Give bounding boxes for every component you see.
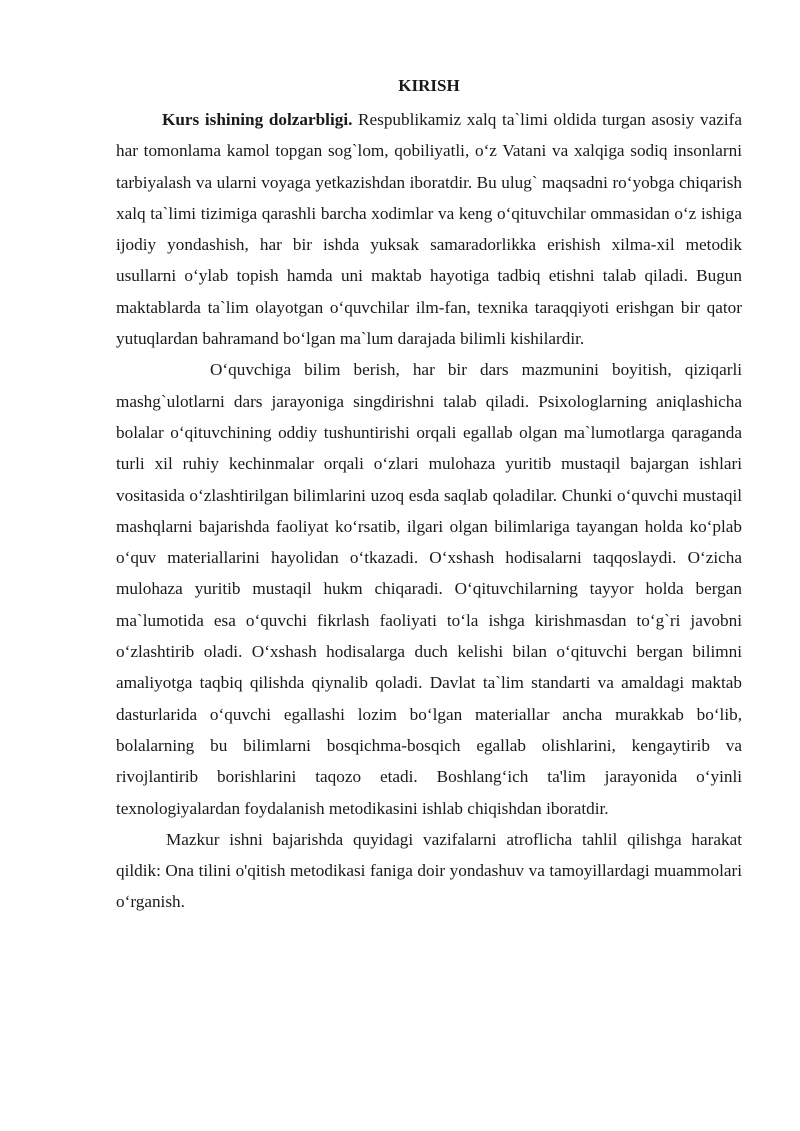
paragraph-lead-heading: Kurs ishining dolzarbligi. bbox=[162, 110, 353, 129]
page-title: KIRISH bbox=[398, 76, 460, 95]
paragraph-learning: O‘quvchiga bilim berish, har bir dars mazmunini boyitish, qiziqarli mashg`ulotlarni dars jarayoniga singdirishni talab qiladi. Psixologlarning aniqlashicha bolalar o‘qituvchining oddiy tushuntirishi orqali egallab olgan ma`lumotlarga qaraganda turli xil ruhiy kechinmalar orqali o‘zlari mulohaza yuritib mustaqil bajargan ishlari vositasida o‘zlashtirilgan bilimlarini uzoq esda saqlab qoladilar. Chunki o‘quvchi mustaqil mashqlarni bajarishda faoliyat ko‘rsatib, ilgari olgan bilimlariga tayangan holda ko‘plab o‘quv materiallarini hayolidan o‘tkazadi. O‘xshash hodisalarni taqqoslaydi. O‘zicha mulohaza yuritib mustaqil hukm chiqaradi. O‘qituvchilarning tayyor holda bergan ma`lumotida esa o‘quvchi fikrlash faoliyati to‘la ishga kirishmasdan to‘g`ri javobni o‘zlashtirib oladi. O‘xshash hodisalarga duch kelishi bilan o‘qituvchi bergan bilimni amaliyotga taqbiq qilishda qiynalib qoladi. Davlat ta`lim standarti va amaldagi maktab dasturlarida o‘quvchi egallashi lozim bo‘lgan materiallar ancha murakkab bo‘lib, bolalarning bu bilimlarni bosqichma-bosqich egallab olishlarini, kengaytirib va rivojlantirib borishlarini taqozo etadi. Boshlang‘ich ta'lim jarayonida o‘yinli texnologiyalardan foydalanish metodikasini ishlab chiqishdan iboratdir. bbox=[116, 360, 742, 818]
paragraph-relevance bbox=[116, 104, 742, 354]
document-page bbox=[116, 74, 742, 918]
paragraph-body: Respublikamiz xalq ta`limi oldida turgan asosiy vazifa har tomonlama kamol topgan sog`lom, qobiliyatli, o‘z Vatani va xalqiga sodiq insonlarni tarbiyalash va ularni voyaga yetkazishdan iboratdir. Bu ulug` maqsadni ro‘yobga chiqarish xalq ta`limi tizimiga qarashli barcha xodimlar va keng o‘qituvchilar ommasidan o‘z ishiga ijodiy yondashish, har bir ishda yuksak samaradorlikka erishish xilma-xil metodik usullarni o‘ylab topish hamda uni maktab hayotiga tadbiq etishni talab qiladi. Bugun maktablarda ta`lim olayotgan o‘quvchilar ilm-fan, texnika taraqqiyoti erishgan bir qator yutuqlardan bahramand bo‘lgan ma`lum darajada bilimli kishilardir. bbox=[116, 110, 742, 349]
paragraph-tasks: Mazkur ishni bajarishda quyidagi vazifalarni atroflicha tahlil qilishga harakat qildik: Ona tilini o'qitish metodikasi faniga doir yondashuv va tamoyillardagi muammolari o‘rganish. bbox=[116, 829, 742, 912]
